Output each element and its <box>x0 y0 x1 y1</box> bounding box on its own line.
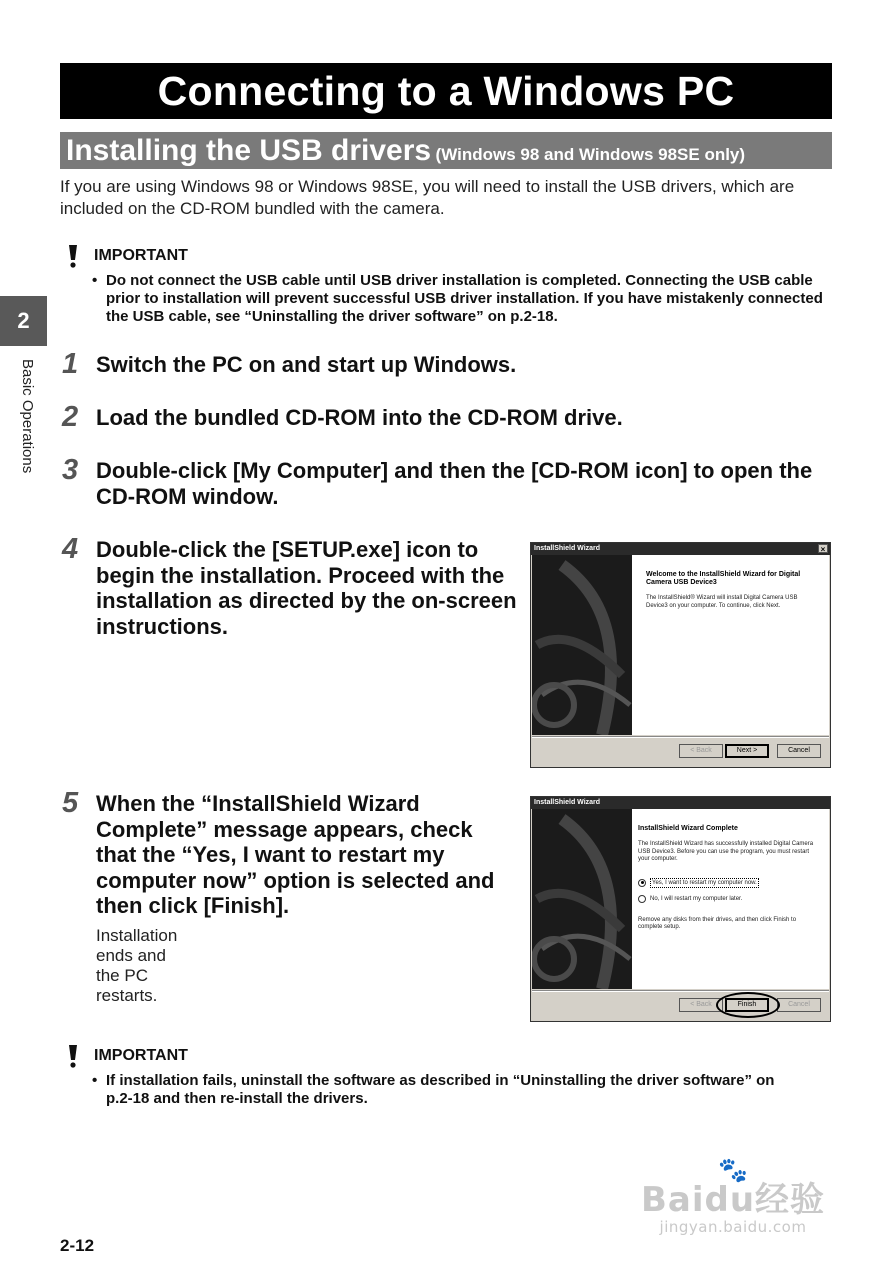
next-button[interactable]: Next > <box>725 744 769 758</box>
watermark-brand: Baidu经验 <box>640 1180 826 1220</box>
step-number: 3 <box>62 454 79 486</box>
step-number: 2 <box>62 401 79 433</box>
wizard-heading: InstallShield Wizard Complete <box>638 825 738 832</box>
chapter-tab-number: 2 <box>0 296 47 346</box>
step-text: Load the bundled CD-ROM into the CD-ROM drive. <box>96 405 623 430</box>
page-title: Connecting to a Windows PC <box>60 63 832 119</box>
installshield-welcome-screenshot <box>530 542 831 768</box>
important-label: IMPORTANT <box>94 247 188 264</box>
baidu-watermark <box>628 1158 838 1248</box>
installshield-complete-screenshot <box>530 796 831 1022</box>
section-heading-main: Installing the USB drivers <box>66 134 432 167</box>
radio-selected-icon[interactable] <box>638 879 646 887</box>
wizard-titlebar <box>531 543 830 555</box>
step-text: Double-click [My Computer] and then the [CD-ROM icon] to open the CD-ROM window. <box>96 458 813 509</box>
cancel-button[interactable]: Cancel <box>777 744 821 758</box>
important-label: IMPORTANT <box>94 1047 188 1064</box>
step-text: Double-click the [SETUP.exe] icon to begin the installation. Proceed with the installation as directed by the on-screen instructions. <box>96 537 517 639</box>
step-text: Switch the PC on and start up Windows. <box>96 352 517 377</box>
important-note-top <box>62 244 832 326</box>
wizard-divider <box>532 990 829 992</box>
wizard-title: InstallShield Wizard <box>534 545 601 552</box>
chapter-tab-label: Basic Operations <box>19 359 36 474</box>
wizard-body: The InstallShield® Wizard will install Digital Camera USB Device3 on your computer. To continue, click Next. <box>646 595 798 609</box>
watermark-url: jingyan.baidu.com <box>659 1218 807 1236</box>
restart-now-label: Yes, I want to restart my computer now. <box>652 879 757 886</box>
wizard-titlebar <box>531 797 830 809</box>
wizard-title: InstallShield Wizard <box>534 799 601 806</box>
wizard-divider <box>532 736 829 738</box>
intro-paragraph: If you are using Windows 98 or Windows 98SE, you will need to install the USB drivers, which are included on the CD-ROM bundled with the camera. <box>60 177 795 218</box>
page-number: 2-12 <box>60 1236 95 1255</box>
restart-later-label: No, I will restart my computer later. <box>650 895 743 902</box>
section-heading <box>60 132 832 169</box>
wizard-footer-text: Remove any disks from their drives, and then click Finish to complete setup. <box>638 916 797 930</box>
back-button[interactable]: < Back <box>679 744 723 758</box>
restart-now-option[interactable] <box>638 878 819 888</box>
radio-unselected-icon[interactable] <box>638 895 646 903</box>
wizard-side-graphic <box>532 809 632 989</box>
step-number: 5 <box>62 787 79 819</box>
step-note: Installation ends and the PC restarts. <box>96 926 178 1005</box>
paw-icon: 🐾 <box>718 1156 748 1184</box>
cancel-button[interactable]: Cancel <box>777 998 821 1012</box>
section-heading-note: (Windows 98 and Windows 98SE only) <box>435 145 746 164</box>
wizard-heading: Welcome to the InstallShield Wizard for Digital Camera USB Device3 <box>646 571 801 586</box>
restart-later-option[interactable] <box>638 895 819 903</box>
important-item: • If installation fails, uninstall the software as described in “Uninstalling the driver software” on p.2-18 and then re-install the drivers. <box>106 1072 796 1108</box>
exclamation-icon <box>62 1044 84 1068</box>
back-button[interactable]: < Back <box>679 998 723 1012</box>
finish-highlight-circle <box>716 992 780 1018</box>
wizard-body: The InstallShield Wizard has successfully installed Digital Camera USB Device3. Before you can use the program, you must restart your computer. <box>638 841 814 862</box>
finish-button[interactable]: Finish <box>725 998 769 1012</box>
wizard-content <box>632 809 829 989</box>
important-note-bottom <box>62 1044 832 1108</box>
exclamation-icon <box>62 244 84 268</box>
close-icon: × <box>818 544 828 553</box>
wizard-content <box>632 555 829 735</box>
step-text: When the “InstallShield Wizard Complete” message appears, check that the “Yes, I want to restart my computer now” option is selected and then click [Finish]. <box>96 791 495 918</box>
wizard-side-graphic <box>532 555 632 735</box>
step-number: 1 <box>62 348 79 380</box>
step-number: 4 <box>62 533 79 565</box>
important-item: • Do not connect the USB cable until USB driver installation is completed. Connecting the USB cable prior to installation will prevent successful USB driver installation. If you have mistakenly connected the USB cable, see “Uninstalling the driver software” on p.2-18. <box>106 272 832 326</box>
